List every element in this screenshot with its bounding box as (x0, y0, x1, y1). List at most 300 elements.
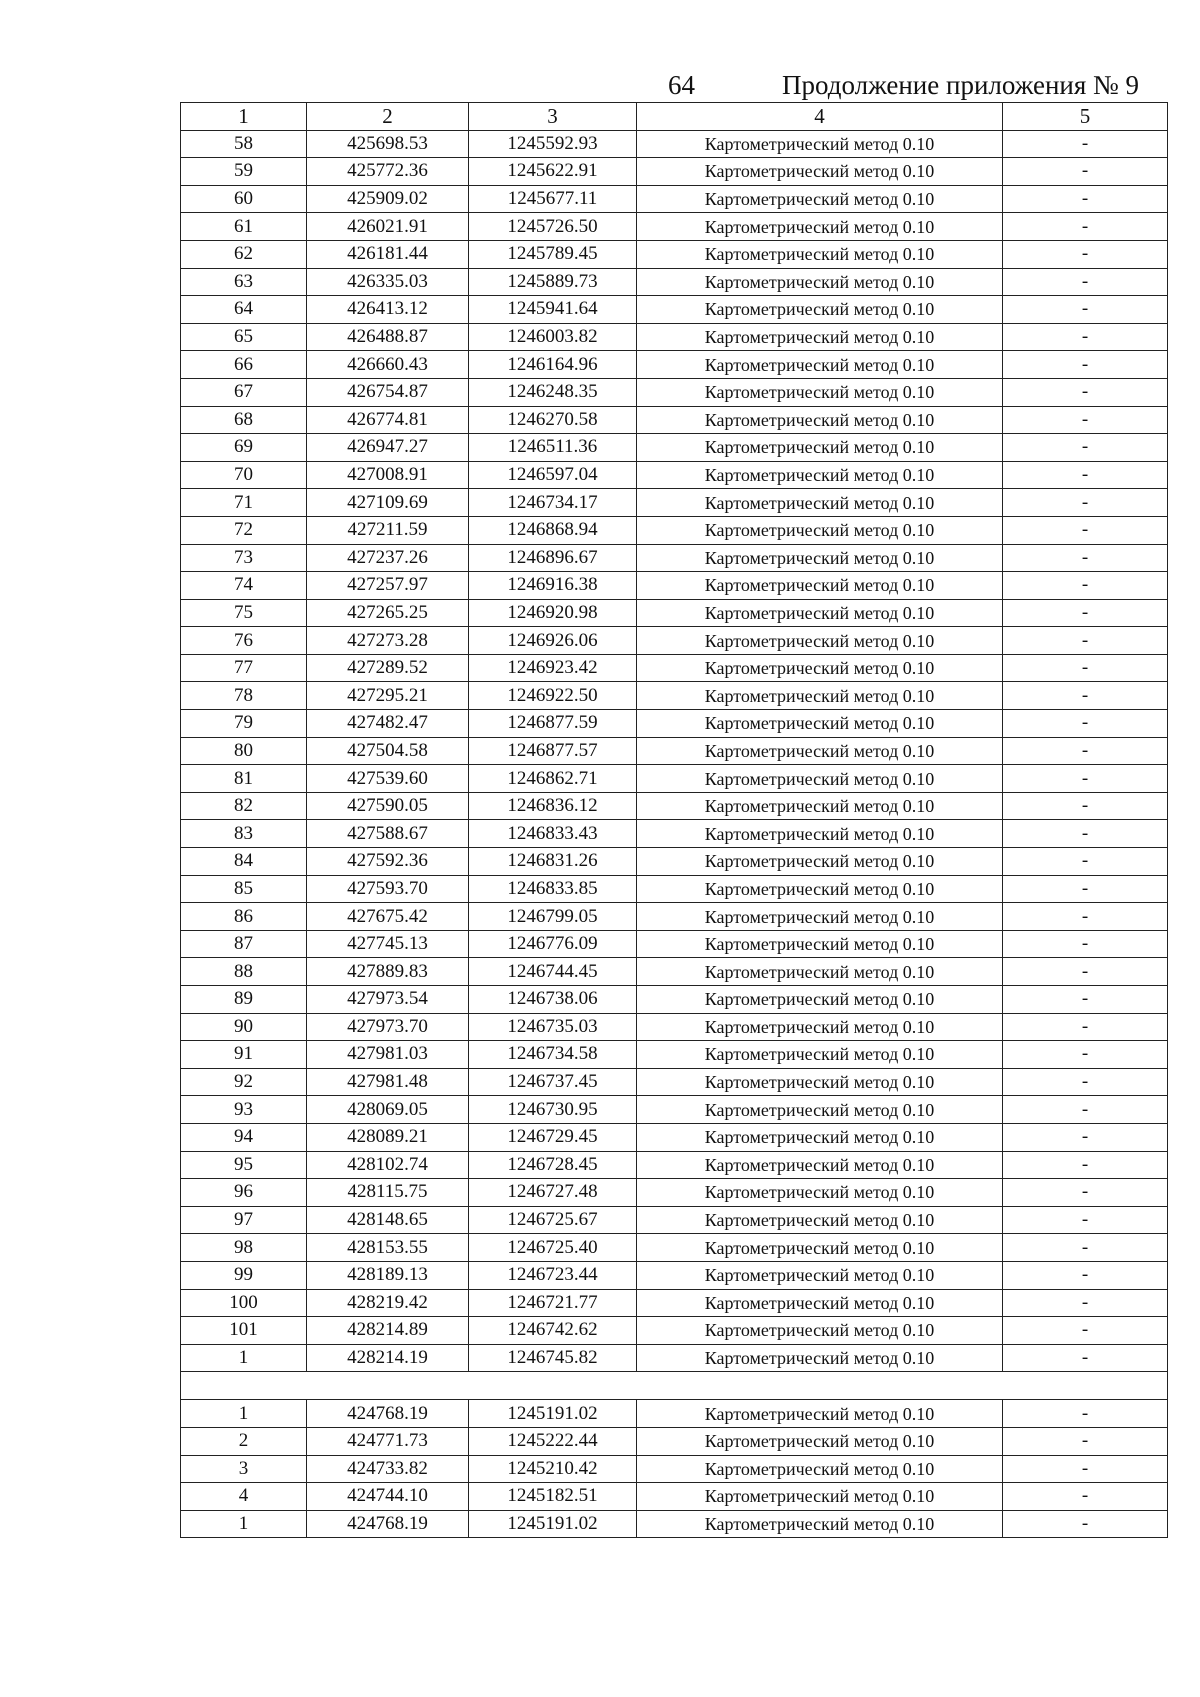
x-coordinate-cell: 424771.73 (307, 1427, 469, 1455)
method-cell: Картометрический метод 0.10 (637, 1483, 1003, 1511)
table-row (181, 213, 1168, 241)
y-coordinate-cell: 1246734.58 (469, 1041, 637, 1069)
table-row (181, 1483, 1168, 1511)
point-number-cell: 101 (181, 1317, 307, 1345)
point-number-cell: 62 (181, 240, 307, 268)
x-coordinate-cell: 428219.42 (307, 1289, 469, 1317)
point-number-cell: 1 (181, 1344, 307, 1372)
y-coordinate-cell: 1246737.45 (469, 1068, 637, 1096)
note-cell: - (1003, 1510, 1168, 1538)
y-coordinate-cell: 1246003.82 (469, 323, 637, 351)
x-coordinate-cell: 426754.87 (307, 378, 469, 406)
table-row (181, 1151, 1168, 1179)
point-number-cell: 68 (181, 406, 307, 434)
separator-row (181, 1372, 1168, 1400)
y-coordinate-cell: 1246926.06 (469, 627, 637, 655)
method-cell: Картометрический метод 0.10 (637, 544, 1003, 572)
point-number-cell: 84 (181, 848, 307, 876)
method-cell: Картометрический метод 0.10 (637, 1068, 1003, 1096)
table-row (181, 406, 1168, 434)
method-cell: Картометрический метод 0.10 (637, 406, 1003, 434)
note-cell: - (1003, 323, 1168, 351)
note-cell: - (1003, 516, 1168, 544)
point-number-cell: 98 (181, 1234, 307, 1262)
note-cell: - (1003, 406, 1168, 434)
table-row (181, 792, 1168, 820)
table-row (181, 1455, 1168, 1483)
y-coordinate-cell: 1246836.12 (469, 792, 637, 820)
point-number-cell: 4 (181, 1483, 307, 1511)
point-number-cell: 65 (181, 323, 307, 351)
note-cell: - (1003, 434, 1168, 462)
y-coordinate-cell: 1245222.44 (469, 1427, 637, 1455)
table-row (181, 1234, 1168, 1262)
x-coordinate-cell: 426021.91 (307, 213, 469, 241)
y-coordinate-cell: 1245889.73 (469, 268, 637, 296)
x-coordinate-cell: 426335.03 (307, 268, 469, 296)
method-cell: Картометрический метод 0.10 (637, 737, 1003, 765)
x-coordinate-cell: 427539.60 (307, 765, 469, 793)
x-coordinate-cell: 427981.48 (307, 1068, 469, 1096)
point-number-cell: 91 (181, 1041, 307, 1069)
x-coordinate-cell: 425772.36 (307, 158, 469, 186)
point-number-cell: 77 (181, 654, 307, 682)
point-number-cell: 96 (181, 1179, 307, 1207)
x-coordinate-cell: 427675.42 (307, 903, 469, 931)
note-cell: - (1003, 682, 1168, 710)
method-cell: Картометрический метод 0.10 (637, 461, 1003, 489)
table-row (181, 323, 1168, 351)
point-number-cell: 95 (181, 1151, 307, 1179)
method-cell: Картометрический метод 0.10 (637, 434, 1003, 462)
point-number-cell: 73 (181, 544, 307, 572)
y-coordinate-cell: 1246833.85 (469, 875, 637, 903)
note-cell: - (1003, 710, 1168, 738)
y-coordinate-cell: 1246776.09 (469, 930, 637, 958)
y-coordinate-cell: 1246735.03 (469, 1013, 637, 1041)
y-coordinate-cell: 1245191.02 (469, 1510, 637, 1538)
table-section-separator (181, 1372, 1168, 1400)
x-coordinate-cell: 427504.58 (307, 737, 469, 765)
x-coordinate-cell: 428115.75 (307, 1179, 469, 1207)
table-row (181, 1179, 1168, 1207)
y-coordinate-cell: 1246248.35 (469, 378, 637, 406)
method-cell: Картометрический метод 0.10 (637, 682, 1003, 710)
x-coordinate-cell: 427289.52 (307, 654, 469, 682)
point-number-cell: 64 (181, 296, 307, 324)
table-row (181, 958, 1168, 986)
x-coordinate-cell: 426774.81 (307, 406, 469, 434)
note-cell: - (1003, 986, 1168, 1014)
point-number-cell: 67 (181, 378, 307, 406)
x-coordinate-cell: 428214.19 (307, 1344, 469, 1372)
column-header: 1 (181, 103, 307, 131)
method-cell: Картометрический метод 0.10 (637, 710, 1003, 738)
y-coordinate-cell: 1246734.17 (469, 489, 637, 517)
table-row (181, 710, 1168, 738)
method-cell: Картометрический метод 0.10 (637, 1289, 1003, 1317)
header-row (181, 103, 1168, 131)
y-coordinate-cell: 1246270.58 (469, 406, 637, 434)
x-coordinate-cell: 427008.91 (307, 461, 469, 489)
point-number-cell: 72 (181, 516, 307, 544)
method-cell: Картометрический метод 0.10 (637, 1344, 1003, 1372)
table-row (181, 1317, 1168, 1345)
y-coordinate-cell: 1245191.02 (469, 1400, 637, 1428)
y-coordinate-cell: 1246923.42 (469, 654, 637, 682)
point-number-cell: 92 (181, 1068, 307, 1096)
table-row (181, 986, 1168, 1014)
table-row (181, 820, 1168, 848)
point-number-cell: 76 (181, 627, 307, 655)
table-row (181, 737, 1168, 765)
point-number-cell: 74 (181, 572, 307, 600)
note-cell: - (1003, 792, 1168, 820)
x-coordinate-cell: 426413.12 (307, 296, 469, 324)
note-cell: - (1003, 654, 1168, 682)
x-coordinate-cell: 427973.70 (307, 1013, 469, 1041)
note-cell: - (1003, 268, 1168, 296)
point-number-cell: 59 (181, 158, 307, 186)
y-coordinate-cell: 1246725.67 (469, 1206, 637, 1234)
x-coordinate-cell: 427593.70 (307, 875, 469, 903)
point-number-cell: 58 (181, 130, 307, 158)
note-cell: - (1003, 1123, 1168, 1151)
y-coordinate-cell: 1246742.62 (469, 1317, 637, 1345)
note-cell: - (1003, 599, 1168, 627)
point-number-cell: 2 (181, 1427, 307, 1455)
note-cell: - (1003, 765, 1168, 793)
point-number-cell: 78 (181, 682, 307, 710)
point-number-cell: 71 (181, 489, 307, 517)
table-row (181, 378, 1168, 406)
y-coordinate-cell: 1246922.50 (469, 682, 637, 710)
note-cell: - (1003, 1234, 1168, 1262)
y-coordinate-cell: 1245182.51 (469, 1483, 637, 1511)
note-cell: - (1003, 1289, 1168, 1317)
point-number-cell: 82 (181, 792, 307, 820)
method-cell: Картометрический метод 0.10 (637, 1096, 1003, 1124)
method-cell: Картометрический метод 0.10 (637, 323, 1003, 351)
x-coordinate-cell: 428089.21 (307, 1123, 469, 1151)
y-coordinate-cell: 1246729.45 (469, 1123, 637, 1151)
method-cell: Картометрический метод 0.10 (637, 130, 1003, 158)
note-cell: - (1003, 930, 1168, 958)
table-row (181, 1261, 1168, 1289)
note-cell: - (1003, 489, 1168, 517)
x-coordinate-cell: 424768.19 (307, 1510, 469, 1538)
x-coordinate-cell: 427265.25 (307, 599, 469, 627)
note-cell: - (1003, 1041, 1168, 1069)
note-cell: - (1003, 737, 1168, 765)
x-coordinate-cell: 427295.21 (307, 682, 469, 710)
note-cell: - (1003, 572, 1168, 600)
y-coordinate-cell: 1246597.04 (469, 461, 637, 489)
point-number-cell: 80 (181, 737, 307, 765)
table-row (181, 875, 1168, 903)
y-coordinate-cell: 1246799.05 (469, 903, 637, 931)
note-cell: - (1003, 1068, 1168, 1096)
method-cell: Картометрический метод 0.10 (637, 1179, 1003, 1207)
point-number-cell: 60 (181, 185, 307, 213)
method-cell: Картометрический метод 0.10 (637, 158, 1003, 186)
x-coordinate-cell: 428153.55 (307, 1234, 469, 1262)
method-cell: Картометрический метод 0.10 (637, 1234, 1003, 1262)
point-number-cell: 94 (181, 1123, 307, 1151)
table-row (181, 930, 1168, 958)
point-number-cell: 100 (181, 1289, 307, 1317)
method-cell: Картометрический метод 0.10 (637, 1317, 1003, 1345)
x-coordinate-cell: 424768.19 (307, 1400, 469, 1428)
x-coordinate-cell: 427745.13 (307, 930, 469, 958)
note-cell: - (1003, 875, 1168, 903)
method-cell: Картометрический метод 0.10 (637, 1041, 1003, 1069)
method-cell: Картометрический метод 0.10 (637, 1510, 1003, 1538)
y-coordinate-cell: 1245210.42 (469, 1455, 637, 1483)
point-number-cell: 61 (181, 213, 307, 241)
y-coordinate-cell: 1246831.26 (469, 848, 637, 876)
method-cell: Картометрический метод 0.10 (637, 185, 1003, 213)
table-row (181, 1041, 1168, 1069)
y-coordinate-cell: 1246896.67 (469, 544, 637, 572)
point-number-cell: 97 (181, 1206, 307, 1234)
note-cell: - (1003, 820, 1168, 848)
note-cell: - (1003, 1096, 1168, 1124)
x-coordinate-cell: 428214.89 (307, 1317, 469, 1345)
y-coordinate-cell: 1246744.45 (469, 958, 637, 986)
x-coordinate-cell: 427273.28 (307, 627, 469, 655)
point-number-cell: 85 (181, 875, 307, 903)
point-number-cell: 90 (181, 1013, 307, 1041)
point-number-cell: 66 (181, 351, 307, 379)
y-coordinate-cell: 1246833.43 (469, 820, 637, 848)
method-cell: Картометрический метод 0.10 (637, 627, 1003, 655)
method-cell: Картометрический метод 0.10 (637, 268, 1003, 296)
point-number-cell: 99 (181, 1261, 307, 1289)
x-coordinate-cell: 427590.05 (307, 792, 469, 820)
method-cell: Картометрический метод 0.10 (637, 820, 1003, 848)
point-number-cell: 63 (181, 268, 307, 296)
point-number-cell: 87 (181, 930, 307, 958)
y-coordinate-cell: 1246164.96 (469, 351, 637, 379)
y-coordinate-cell: 1245622.91 (469, 158, 637, 186)
method-cell: Картометрический метод 0.10 (637, 296, 1003, 324)
x-coordinate-cell: 427211.59 (307, 516, 469, 544)
note-cell: - (1003, 130, 1168, 158)
y-coordinate-cell: 1246723.44 (469, 1261, 637, 1289)
note-cell: - (1003, 1206, 1168, 1234)
table-row (181, 1400, 1168, 1428)
x-coordinate-cell: 427482.47 (307, 710, 469, 738)
table-row (181, 296, 1168, 324)
note-cell: - (1003, 1179, 1168, 1207)
column-header: 4 (637, 103, 1003, 131)
note-cell: - (1003, 903, 1168, 931)
note-cell: - (1003, 240, 1168, 268)
method-cell: Картометрический метод 0.10 (637, 1151, 1003, 1179)
table-row (181, 572, 1168, 600)
point-number-cell: 1 (181, 1400, 307, 1428)
table-section-1 (181, 130, 1168, 1372)
x-coordinate-cell: 427237.26 (307, 544, 469, 572)
note-cell: - (1003, 1455, 1168, 1483)
table-row (181, 765, 1168, 793)
table-row (181, 240, 1168, 268)
y-coordinate-cell: 1246745.82 (469, 1344, 637, 1372)
note-cell: - (1003, 544, 1168, 572)
note-cell: - (1003, 1400, 1168, 1428)
method-cell: Картометрический метод 0.10 (637, 240, 1003, 268)
x-coordinate-cell: 428102.74 (307, 1151, 469, 1179)
table-row (181, 903, 1168, 931)
coordinates-table (180, 102, 1168, 1538)
x-coordinate-cell: 424733.82 (307, 1455, 469, 1483)
point-number-cell: 70 (181, 461, 307, 489)
point-number-cell: 3 (181, 1455, 307, 1483)
table-row (181, 848, 1168, 876)
method-cell: Картометрический метод 0.10 (637, 1400, 1003, 1428)
column-header: 3 (469, 103, 637, 131)
method-cell: Картометрический метод 0.10 (637, 572, 1003, 600)
method-cell: Картометрический метод 0.10 (637, 1427, 1003, 1455)
x-coordinate-cell: 427109.69 (307, 489, 469, 517)
separator-cell (181, 1372, 1168, 1400)
note-cell: - (1003, 1344, 1168, 1372)
x-coordinate-cell: 428069.05 (307, 1096, 469, 1124)
table-row (181, 1344, 1168, 1372)
y-coordinate-cell: 1246725.40 (469, 1234, 637, 1262)
point-number-cell: 88 (181, 958, 307, 986)
method-cell: Картометрический метод 0.10 (637, 1013, 1003, 1041)
x-coordinate-cell: 425698.53 (307, 130, 469, 158)
table-row (181, 682, 1168, 710)
y-coordinate-cell: 1246511.36 (469, 434, 637, 462)
method-cell: Картометрический метод 0.10 (637, 792, 1003, 820)
table-row (181, 351, 1168, 379)
point-number-cell: 75 (181, 599, 307, 627)
x-coordinate-cell: 427592.36 (307, 848, 469, 876)
method-cell: Картометрический метод 0.10 (637, 986, 1003, 1014)
point-number-cell: 69 (181, 434, 307, 462)
note-cell: - (1003, 461, 1168, 489)
table-row (181, 544, 1168, 572)
table-row (181, 516, 1168, 544)
y-coordinate-cell: 1246738.06 (469, 986, 637, 1014)
method-cell: Картометрический метод 0.10 (637, 1261, 1003, 1289)
note-cell: - (1003, 1013, 1168, 1041)
method-cell: Картометрический метод 0.10 (637, 378, 1003, 406)
point-number-cell: 86 (181, 903, 307, 931)
y-coordinate-cell: 1246727.48 (469, 1179, 637, 1207)
table-row (181, 1510, 1168, 1538)
page-number: 64 (668, 70, 695, 100)
y-coordinate-cell: 1245592.93 (469, 130, 637, 158)
y-coordinate-cell: 1245726.50 (469, 213, 637, 241)
column-header: 5 (1003, 103, 1168, 131)
table-row (181, 130, 1168, 158)
note-cell: - (1003, 185, 1168, 213)
x-coordinate-cell: 426660.43 (307, 351, 469, 379)
point-number-cell: 93 (181, 1096, 307, 1124)
point-number-cell: 1 (181, 1510, 307, 1538)
table-row (181, 461, 1168, 489)
method-cell: Картометрический метод 0.10 (637, 654, 1003, 682)
method-cell: Картометрический метод 0.10 (637, 213, 1003, 241)
note-cell: - (1003, 1151, 1168, 1179)
y-coordinate-cell: 1246730.95 (469, 1096, 637, 1124)
x-coordinate-cell: 427981.03 (307, 1041, 469, 1069)
x-coordinate-cell: 426947.27 (307, 434, 469, 462)
method-cell: Картометрический метод 0.10 (637, 875, 1003, 903)
table-row (181, 1096, 1168, 1124)
y-coordinate-cell: 1246728.45 (469, 1151, 637, 1179)
note-cell: - (1003, 378, 1168, 406)
table-row (181, 1206, 1168, 1234)
x-coordinate-cell: 427588.67 (307, 820, 469, 848)
y-coordinate-cell: 1245789.45 (469, 240, 637, 268)
y-coordinate-cell: 1246916.38 (469, 572, 637, 600)
point-number-cell: 83 (181, 820, 307, 848)
method-cell: Картометрический метод 0.10 (637, 958, 1003, 986)
table-row (181, 599, 1168, 627)
note-cell: - (1003, 1317, 1168, 1345)
x-coordinate-cell: 426181.44 (307, 240, 469, 268)
column-header: 2 (307, 103, 469, 131)
note-cell: - (1003, 958, 1168, 986)
y-coordinate-cell: 1246877.59 (469, 710, 637, 738)
x-coordinate-cell: 425909.02 (307, 185, 469, 213)
method-cell: Картометрический метод 0.10 (637, 516, 1003, 544)
table-row (181, 158, 1168, 186)
table-row (181, 627, 1168, 655)
note-cell: - (1003, 296, 1168, 324)
table-row (181, 1013, 1168, 1041)
method-cell: Картометрический метод 0.10 (637, 1455, 1003, 1483)
y-coordinate-cell: 1245941.64 (469, 296, 637, 324)
x-coordinate-cell: 427257.97 (307, 572, 469, 600)
table-row (181, 1123, 1168, 1151)
note-cell: - (1003, 1427, 1168, 1455)
x-coordinate-cell: 428189.13 (307, 1261, 469, 1289)
note-cell: - (1003, 848, 1168, 876)
table-row (181, 434, 1168, 462)
x-coordinate-cell: 424744.10 (307, 1483, 469, 1511)
method-cell: Картометрический метод 0.10 (637, 1123, 1003, 1151)
y-coordinate-cell: 1246862.71 (469, 765, 637, 793)
x-coordinate-cell: 427973.54 (307, 986, 469, 1014)
method-cell: Картометрический метод 0.10 (637, 1206, 1003, 1234)
method-cell: Картометрический метод 0.10 (637, 848, 1003, 876)
y-coordinate-cell: 1245677.11 (469, 185, 637, 213)
y-coordinate-cell: 1246877.57 (469, 737, 637, 765)
note-cell: - (1003, 158, 1168, 186)
note-cell: - (1003, 1483, 1168, 1511)
note-cell: - (1003, 351, 1168, 379)
method-cell: Картометрический метод 0.10 (637, 903, 1003, 931)
note-cell: - (1003, 213, 1168, 241)
note-cell: - (1003, 1261, 1168, 1289)
table-row (181, 185, 1168, 213)
table-row (181, 1068, 1168, 1096)
point-number-cell: 81 (181, 765, 307, 793)
method-cell: Картометрический метод 0.10 (637, 765, 1003, 793)
y-coordinate-cell: 1246868.94 (469, 516, 637, 544)
table-row (181, 1289, 1168, 1317)
page-caption: Продолжение приложения № 9 (782, 70, 1140, 100)
x-coordinate-cell: 427889.83 (307, 958, 469, 986)
table-section-2 (181, 1400, 1168, 1538)
y-coordinate-cell: 1246920.98 (469, 599, 637, 627)
